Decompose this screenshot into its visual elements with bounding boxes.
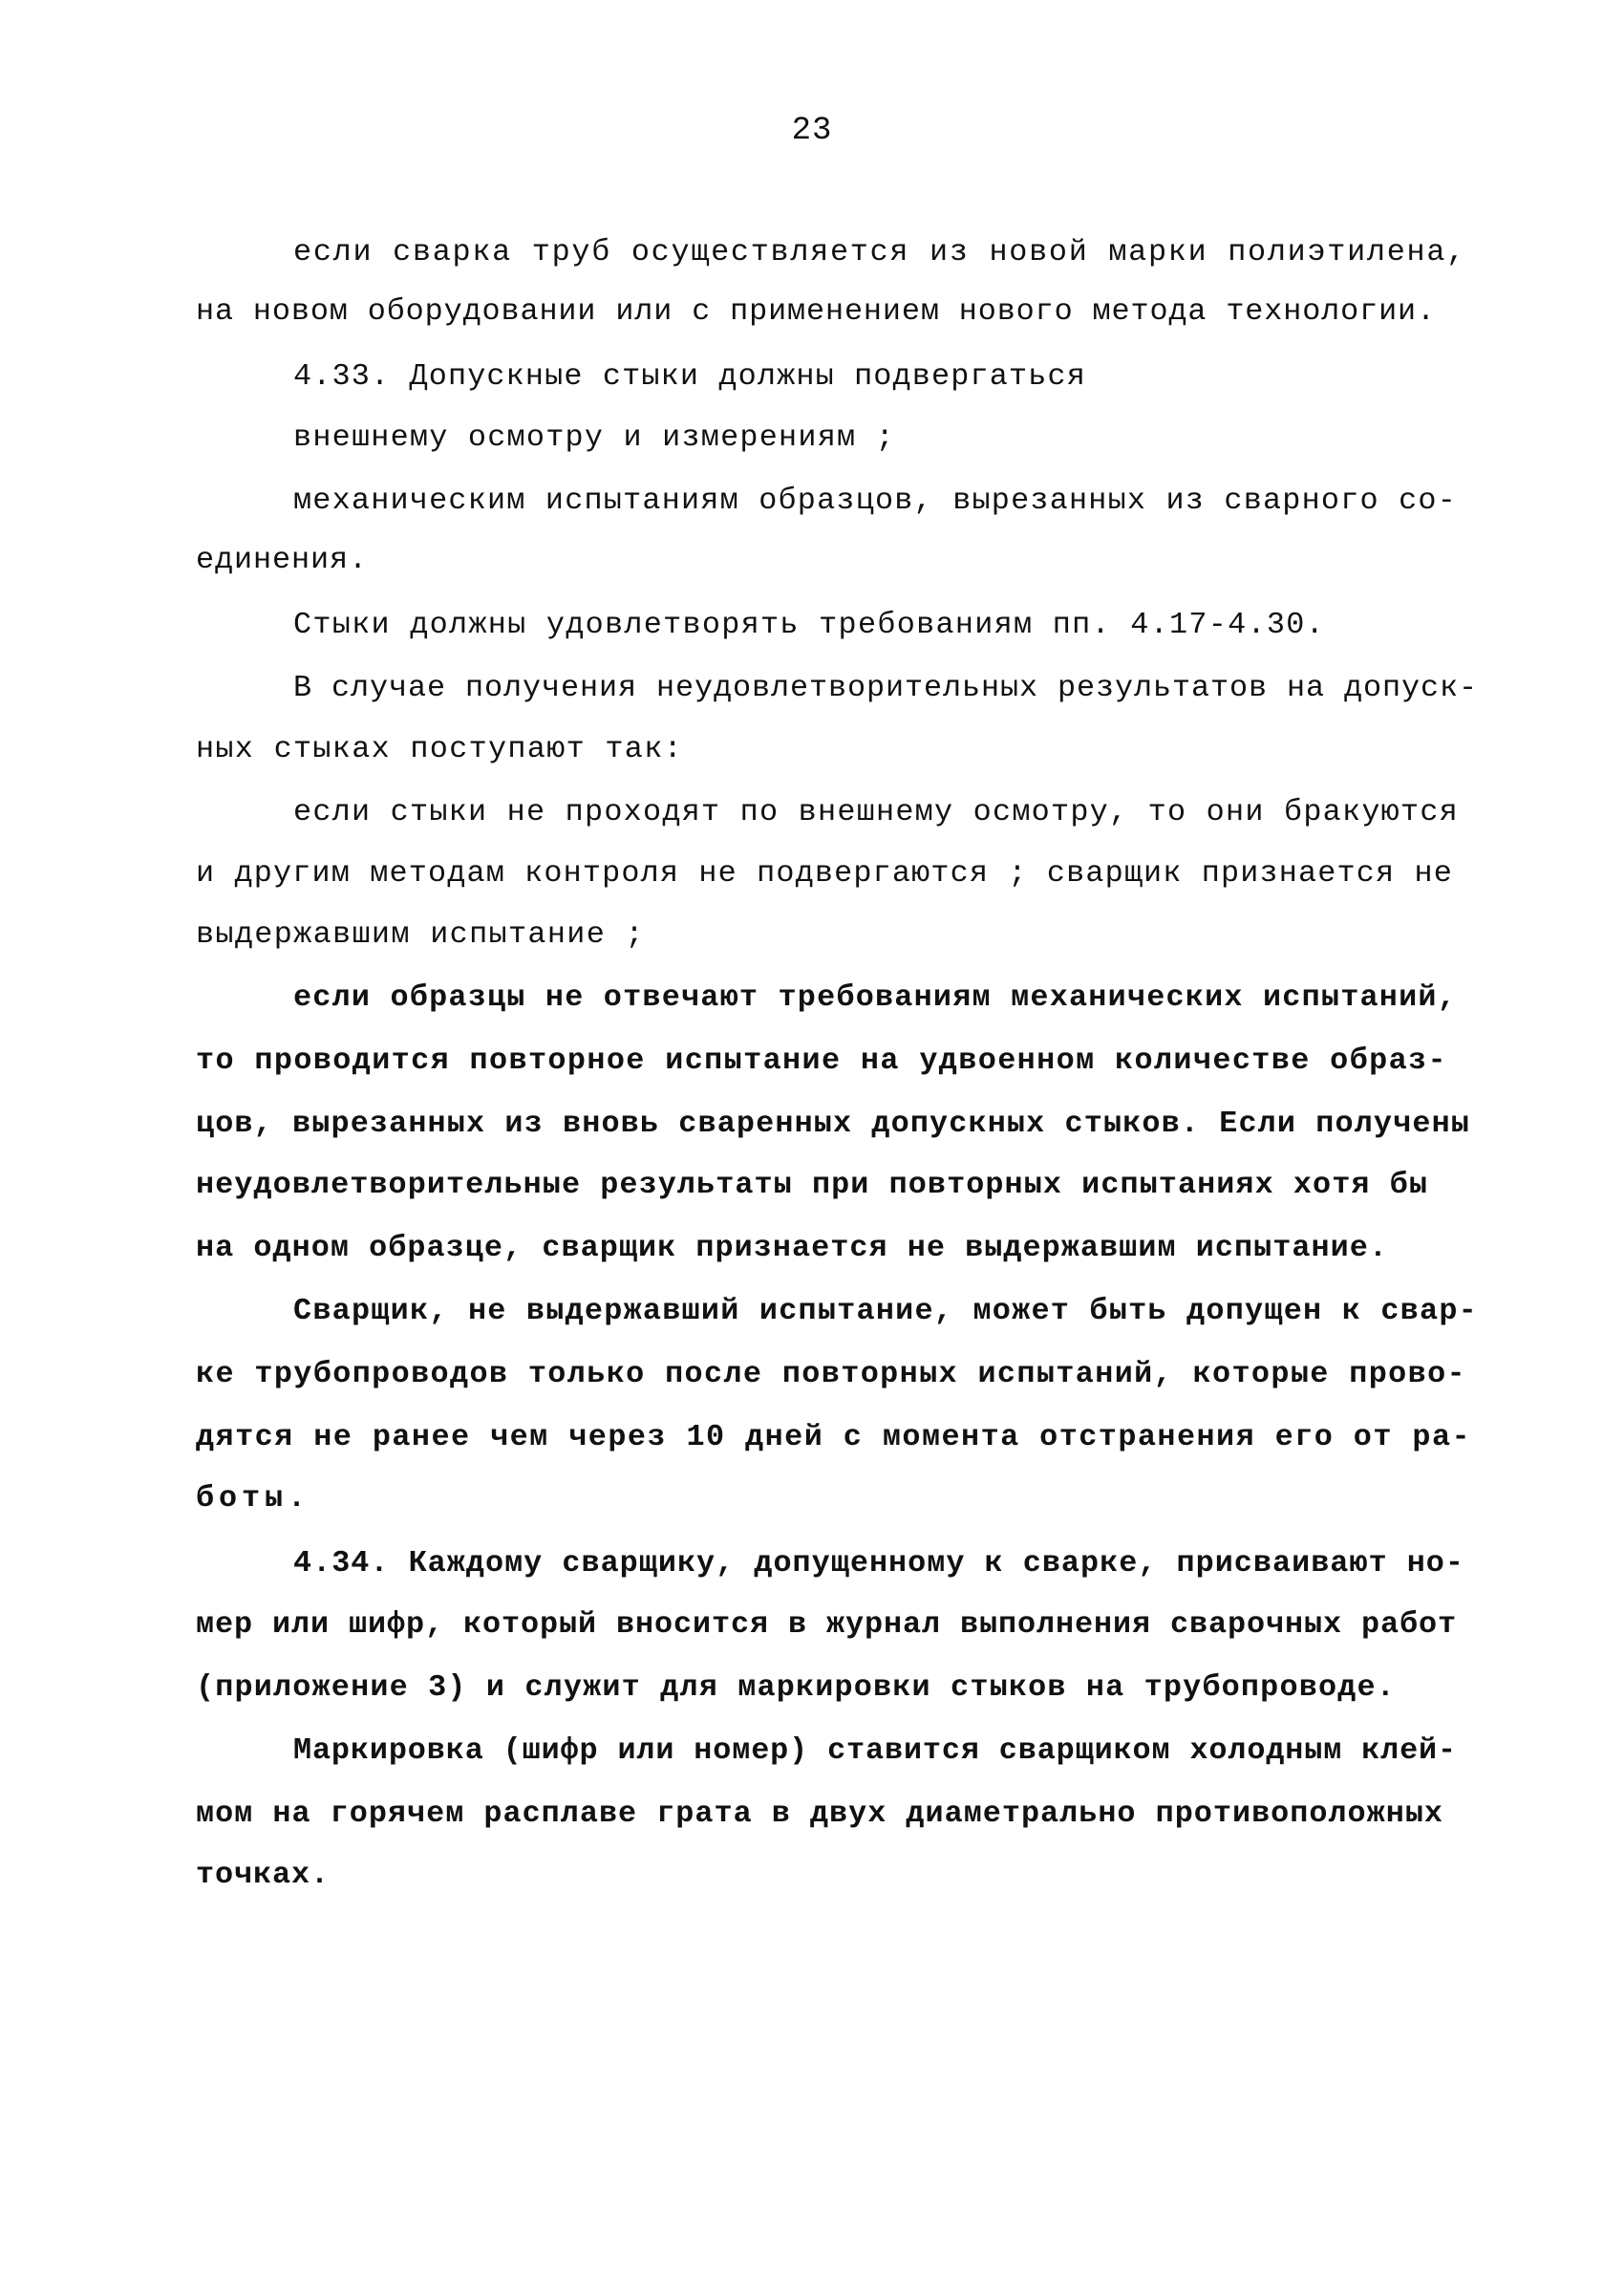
text-line: если образцы не отвечают требованиям механических испытаний, [293,980,1457,1015]
text-line: Маркировка (шифр или номер) ставится сварщиком холодным клей- [293,1733,1457,1768]
text-line: неудовлетворительные результаты при повторных испытаниях хотя бы [196,1168,1428,1202]
text-line: то проводится повторное испытание на удвоенном количестве образ- [196,1043,1447,1078]
text-line: ных стыках поступают так: [196,732,683,766]
text-line: если стыки не проходят по внешнему осмотру, то они бракуются [293,795,1459,829]
text-line: внешнему осмотру и измерениям ; [293,420,895,455]
text-line: В случае получения неудовлетворительных результатов на допуск- [293,671,1478,705]
text-line: Стыки должны удовлетворять требованиям пп. 4.17-4.30. [293,608,1325,642]
text-line: единения. [196,543,368,577]
text-line: и другим методам контроля не подвергаются ; сварщик признается не [196,856,1453,891]
text-line: (приложение 3) и служит для маркировки стыков на трубопроводе. [196,1670,1396,1705]
text-line: дятся не ранее чем через 10 дней с момента отстранения его от ра- [196,1420,1472,1454]
section-heading-4-33: 4.33. Допускные стыки должны подвергаться [293,359,1086,394]
text-line: мом на горячем расплаве грата в двух диаметрально противоположных [196,1796,1443,1831]
text-line: точках. [196,1858,330,1892]
text-line: цов, вырезанных из вновь сваренных допускных стыков. Если получены [196,1107,1470,1141]
text-line: Сварщик, не выдержавший испытание, может быть допущен к свар- [293,1294,1478,1328]
text-line: механическим испытаниям образцов, вырезанных из сварного со- [293,484,1457,518]
text-line: боты. [196,1481,310,1516]
section-heading-4-34: 4.34. Каждому сварщику, допущенному к сварке, присваивают но- [293,1546,1464,1581]
page-number: 23 [791,113,833,149]
text-line: ке трубопроводов только после повторных испытаний, которые прово- [196,1357,1466,1391]
text-line: на новом оборудовании или с применением нового метода технологии. [196,294,1436,329]
text-line: на одном образце, сварщик признается не выдержавшим испытание. [196,1231,1388,1265]
text-line: выдержавшим испытание ; [196,917,645,952]
text-line: если сварка труб осуществляется из новой марки полиэтилена, [293,235,1466,269]
text-line: мер или шифр, который вносится в журнал выполнения сварочных работ [196,1607,1457,1642]
